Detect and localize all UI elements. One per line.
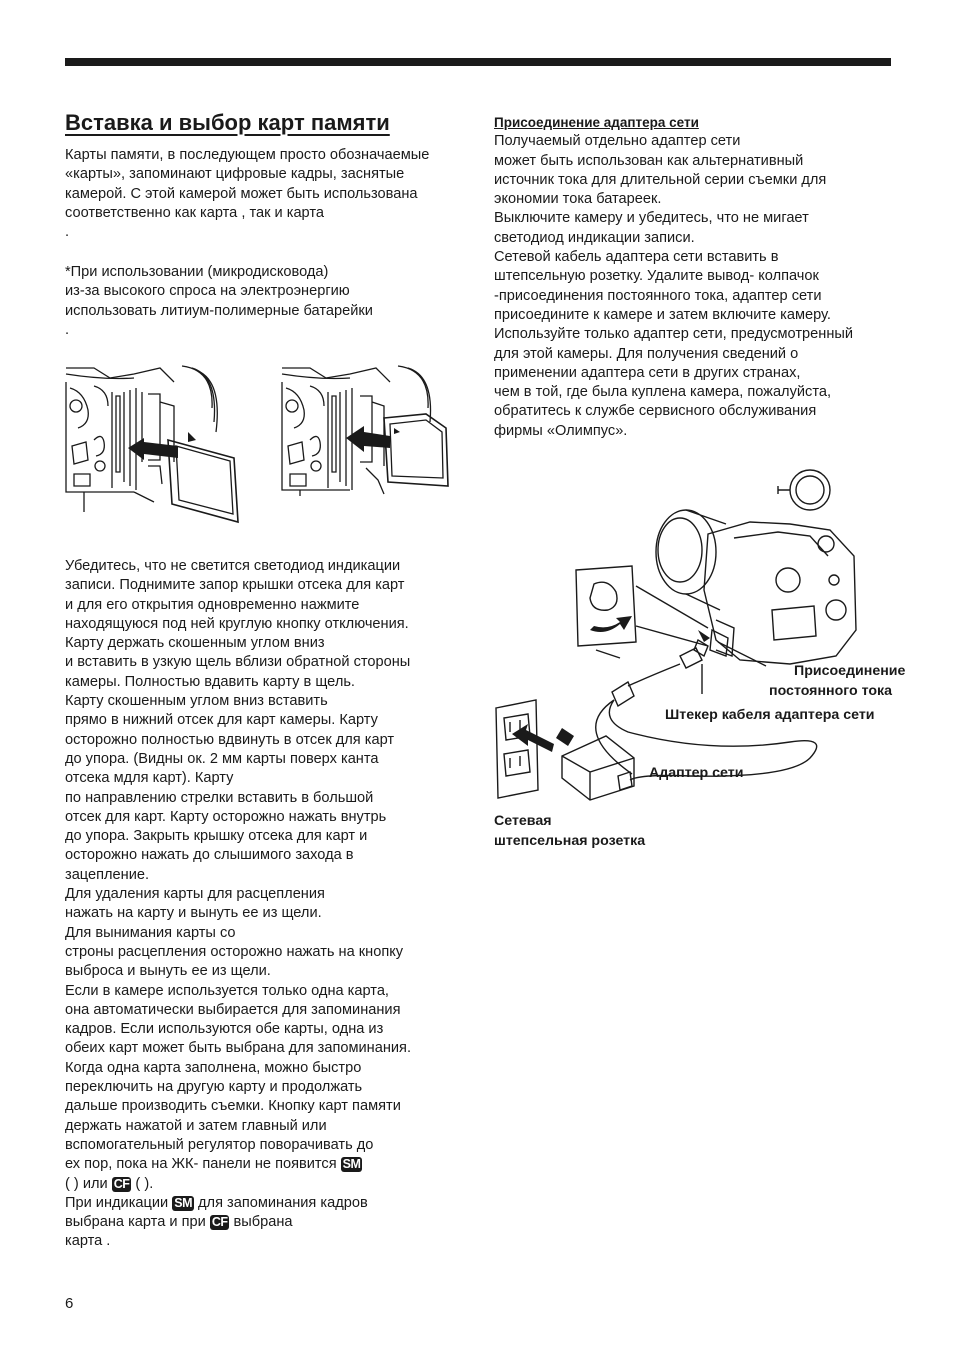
- compactflash-badge: CF: [113, 1176, 130, 1191]
- label-adapter-plug: Штекер кабеля адаптера сети: [665, 707, 875, 723]
- section-heading: Присоединение адаптера сети: [494, 115, 699, 130]
- label-ac-adapter: Адаптер сети: [649, 765, 744, 781]
- label-dc-terminal-1: Присоединение: [794, 663, 906, 679]
- compactflash-insertion-illustration: [280, 362, 452, 498]
- label-dc-terminal-2: постоянного тока: [769, 683, 893, 699]
- compactflash-badge: CF: [211, 1215, 228, 1230]
- page-number: 6: [65, 1295, 74, 1312]
- instructions-paragraph: Убедитесь, что не светится светодиод индикации записи. Поднимите запор крышки отсека для карт и для его открытия одновременно нажмите находящуюся под ней круглую кнопку отключения. Карту держать скошенным углом вниз и вставить в узкую щель вблизи обратной стороны камеры. Полностью вдавить карту в щель. Карту скошенным углом вниз вставить прямо в нижний отсек для карт камеры. Карту осторожно полностью вдвинуть в отсек для карт до упора. (Видны ок. 2 мм карты поверх канта отсека мдля карт). Карту по направлению стрелки вставить в большой отсек для карт. Карту осторожно нажать внутрь до упора. Закрыть крышку отсека для карт и осторожно нажать до слышимого захода в зацепление. Для удаления карты для расцепления нажать на карту и вынуть ее из щели. Для вынимания карты со строны расцепления осторожно нажать на кнопку выброса и вынуть ее из щели. Если в камере используется только одна карта, она автоматически выбирается для запоминания кадров. Если используются обе карты, одна из обеих карт может быть выбрана для запоминания. Когда одна карта заполнена, можно быстро переключить на другую карту и продолжать дальше производить съемки. Кнопку карт памяти держать нажатой и затем главный или вспомогательный регулятор поворачивать до ех пор, пока на ЖК- панели не появится SM ( ) или CF ( ). При индикации SM для запоминания кадров выбрана карта и при CF выбрана карта .: [65, 558, 412, 1250]
- smartmedia-badge: SM: [342, 1157, 361, 1172]
- intro-paragraph: Карты памяти, в последующем просто обозначаемые «карты», запоминают цифровые кадры, заснятые камерой. С этой камерой может быть использована соответственно как карта , так и карта .: [65, 147, 430, 241]
- smartmedia-badge: SM: [174, 1195, 192, 1210]
- label-power-socket-1: Сетевая: [494, 813, 552, 829]
- smartmedia-insertion-illustration: [64, 362, 246, 524]
- page-title: Вставка и выбор карт памяти: [65, 110, 390, 135]
- note-paragraph: *При использовании (микродисковода) из-за высокого спроса на электроэнергию использовать литиум-полимерные батарейки .: [65, 264, 373, 338]
- label-power-socket-2: штепсельная розетка: [494, 833, 646, 849]
- ac-adapter-section: Присоединение адаптера сети Получаемый отдельно адаптер сети может быть использован как альтернативный источник тока для длительной серии съемки для экономии тока батареек. Выключите камеру и убедитесь, что не мигает светодиод индикации записи. Сетевой кабель адаптера сети вставить в штепсельную розетку. Удалите вывод- колпачок -присоединения постоянного тока, адаптер сети присоедините к камере и затем включите камеру. Используйте только адаптер сети, предусмотренный для этой камеры. Для получения сведений о применении адаптера сети в других странах, чем в той, где была куплена камера, пожалуйста, обратитесь к службе сервисного обслуживания фирмы «Олимпус».: [494, 113, 894, 441]
- ac-adapter-connection-illustration: [490, 460, 893, 810]
- top-rule: [65, 58, 891, 66]
